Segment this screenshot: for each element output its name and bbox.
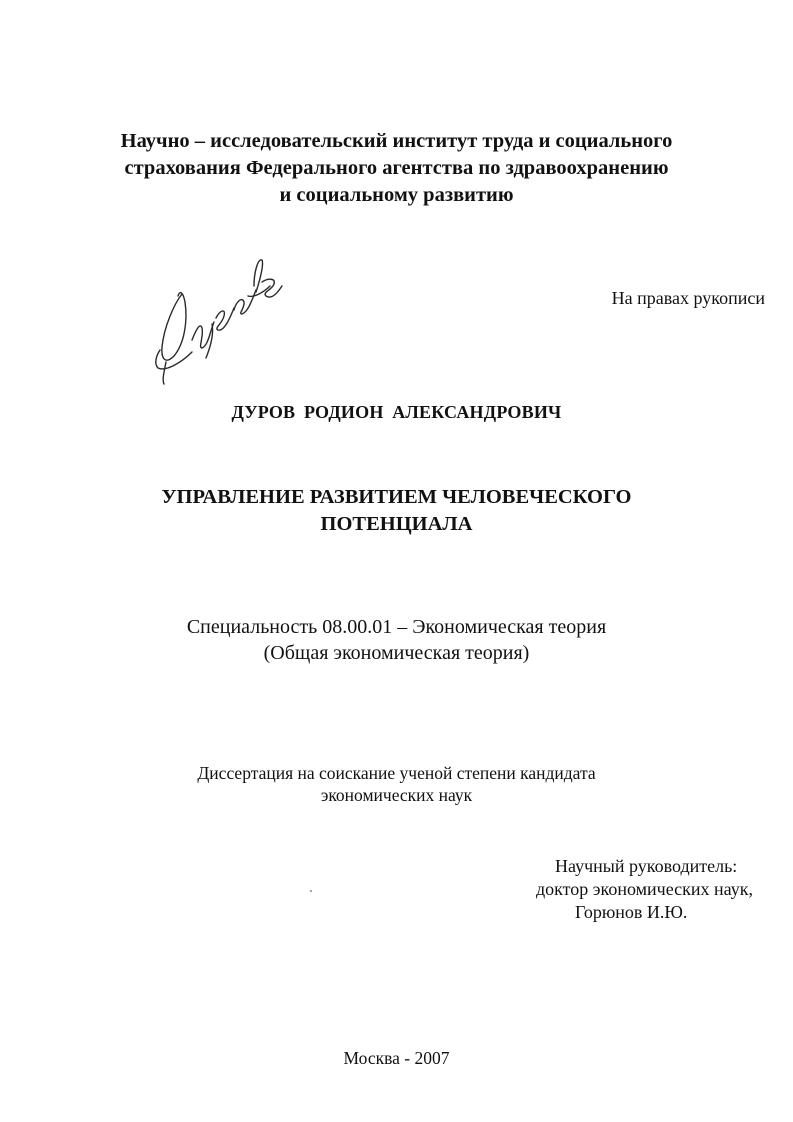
rights-note: На правах рукописи [611, 288, 765, 308]
city-year: Москва - 2007 [343, 1048, 450, 1068]
institute-line-2: страхования Федерального агентства по здравоохранению [124, 157, 669, 179]
dissertation-line-1: Диссертация на соискание ученой степени кандидата [197, 763, 596, 783]
author-name: ДУРОВ РОДИОН АЛЕКСАНДРОВИЧ [231, 402, 562, 422]
title-line-2: ПОТЕНЦИАЛА [320, 513, 473, 535]
specialty-line-1: Специальность 08.00.01 – Экономическая теория [186, 616, 607, 638]
specialty-line-2: (Общая экономическая теория) [263, 642, 530, 664]
supervisor-block [530, 855, 753, 924]
handwritten-signature [152, 252, 292, 387]
institute-line-1: Научно – исследовательский институт труда и социального [120, 130, 673, 152]
dissertation-line-2: экономических наук [320, 785, 473, 805]
dissertation-title [0, 484, 793, 538]
institute-line-3: и социальному развитию [279, 184, 514, 206]
supervisor-degree: доктор экономических наук, [536, 879, 753, 899]
institute-name [0, 128, 793, 209]
title-line-1: УПРАВЛЕНИЕ РАЗВИТИЕМ ЧЕЛОВЕЧЕСКОГО [161, 486, 632, 508]
specialty [0, 614, 793, 666]
scan-speck [310, 890, 312, 892]
supervisor-name: Горюнов И.Ю. [575, 902, 688, 922]
dissertation-statement [0, 762, 793, 806]
supervisor-role: Научный руководитель: [555, 856, 738, 876]
